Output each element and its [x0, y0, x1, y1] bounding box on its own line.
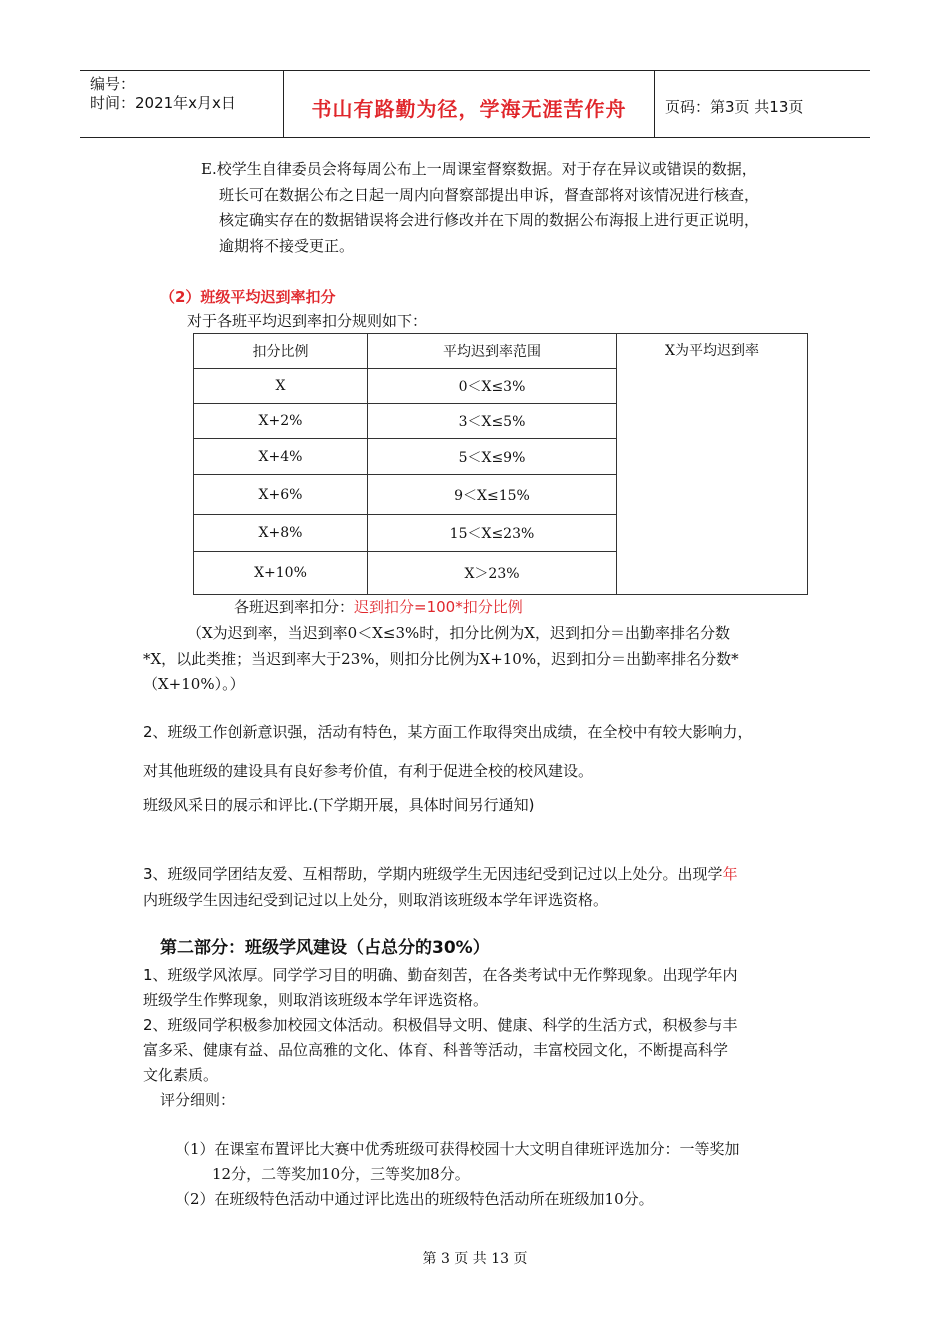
rule1-line-2: 12分，二等奖加10分，三等奖加8分。: [212, 1165, 470, 1183]
late-rate-explanation-line-3: （X+10%）。）: [143, 675, 245, 693]
table-cell-ratio: X+6%: [194, 475, 368, 515]
item3-line-2: 内班级学生因违纪受到记过以上处分，则取消该班级本学年评选资格。: [143, 891, 609, 909]
item3-line-1-red: 年: [722, 865, 738, 883]
late-rate-heading: （2）班级平均迟到率扣分: [160, 288, 336, 306]
page-number-label: 页码：第3页 共13页: [665, 98, 804, 116]
item2-line-1: 2、班级工作创新意识强，活动有特色，某方面工作取得突出成绩，在全校中有较大影响力，: [143, 723, 753, 741]
item2-line-3: 班级风采日的展示和评比.(下学期开展，具体时间另行通知): [143, 796, 535, 814]
item2-line-2: 对其他班级的建设具有良好参考价值，有利于促进全校的校风建设。: [143, 762, 594, 780]
table-note-cell: X为平均迟到率: [617, 334, 808, 595]
rule1-line-1: （1）在课室布置评比大赛中优秀班级可获得校园十大文明自律班评选加分：一等奖加: [175, 1140, 740, 1158]
part2-line-1: 1、班级学风浓厚。同学学习目的明确、勤奋刻苦，在各类考试中无作弊现象。出现学年内: [143, 966, 738, 984]
late-rate-table: [193, 333, 808, 595]
formula-text: 迟到扣分=100*扣分比例: [354, 598, 523, 616]
rule2-line: （2）在班级特色活动中通过评比选出的班级特色活动所在班级加10分。: [175, 1190, 654, 1208]
part2-line-3: 2、班级同学积极参加校园文体活动。积极倡导文明、健康、科学的生活方式，积极参与丰: [143, 1016, 738, 1034]
table-cell-range: X＞23%: [368, 552, 617, 595]
item3-line-1-main: 3、班级同学团结友爱、互相帮助，学期内班级学生无因违纪受到记过以上处分。出现学: [143, 865, 723, 883]
part2-heading: 第二部分：班级学风建设（占总分的30%）: [160, 938, 490, 958]
part2-line-4: 富多采、健康有益、品位高雅的文化、体育、科普等活动，丰富校园文化，不断提高科学: [143, 1041, 729, 1059]
table-cell-ratio: X: [194, 369, 368, 404]
document-date-label: 时间：2021年x月x日: [90, 94, 236, 112]
section-e-line-4: 逾期将不接受更正。: [219, 237, 355, 255]
table-cell-range: 5＜X≤9%: [368, 439, 617, 475]
document-number-label: 编号：: [90, 75, 136, 93]
page-footer: 第 3 页 共 13 页: [422, 1251, 528, 1267]
table-cell-ratio: X+2%: [194, 404, 368, 439]
section-e-line-1: E.校学生自律委员会将每周公布上一周课室督察数据。对于存在异议或错误的数据，: [201, 160, 757, 178]
table-header-cell: 扣分比例: [194, 334, 368, 369]
page-header: [80, 70, 870, 138]
table-cell-ratio: X+4%: [194, 439, 368, 475]
formula-prefix: 各班迟到率扣分：: [234, 598, 355, 616]
table-cell-range: 15＜X≤23%: [368, 515, 617, 552]
header-motto-cell: [284, 71, 655, 137]
item3-line-1: [143, 865, 738, 883]
table-cell-range: 0＜X≤3%: [368, 369, 617, 404]
table-cell-ratio: X+10%: [194, 552, 368, 595]
section-e-line-2: 班长可在数据公布之日起一周内向督察部提出申诉，督查部将对该情况进行核查，: [219, 186, 760, 204]
header-meta-cell: [80, 71, 284, 137]
table-header-cell: 平均迟到率范围: [368, 334, 617, 369]
motto: 书山有路勤为径，学海无涯苦作舟: [311, 97, 627, 121]
table-header-row: [194, 334, 808, 369]
table-cell-ratio: X+8%: [194, 515, 368, 552]
late-rate-intro: 对于各班平均迟到率扣分规则如下：: [187, 312, 428, 330]
table-cell-range: 3＜X≤5%: [368, 404, 617, 439]
scoring-label: 评分细则：: [160, 1091, 236, 1109]
late-rate-explanation-line-1: （X为迟到率，当迟到率0＜X≤3%时，扣分比例为X，迟到扣分＝出勤率排名分数: [187, 624, 730, 642]
late-rate-formula: [234, 598, 523, 616]
part2-line-5: 文化素质。: [143, 1066, 219, 1084]
late-rate-explanation-line-2: *X，以此类推；当迟到率大于23%，则扣分比例为X+10%，迟到扣分＝出勤率排名分数*: [143, 650, 739, 668]
header-page-cell: [655, 71, 870, 137]
table-cell-range: 9＜X≤15%: [368, 475, 617, 515]
part2-line-2: 班级学生作弊现象，则取消该班级本学年评选资格。: [143, 991, 489, 1009]
section-e-line-3: 核定确实存在的数据错误将会进行修改并在下周的数据公布海报上进行更正说明，: [219, 211, 760, 229]
